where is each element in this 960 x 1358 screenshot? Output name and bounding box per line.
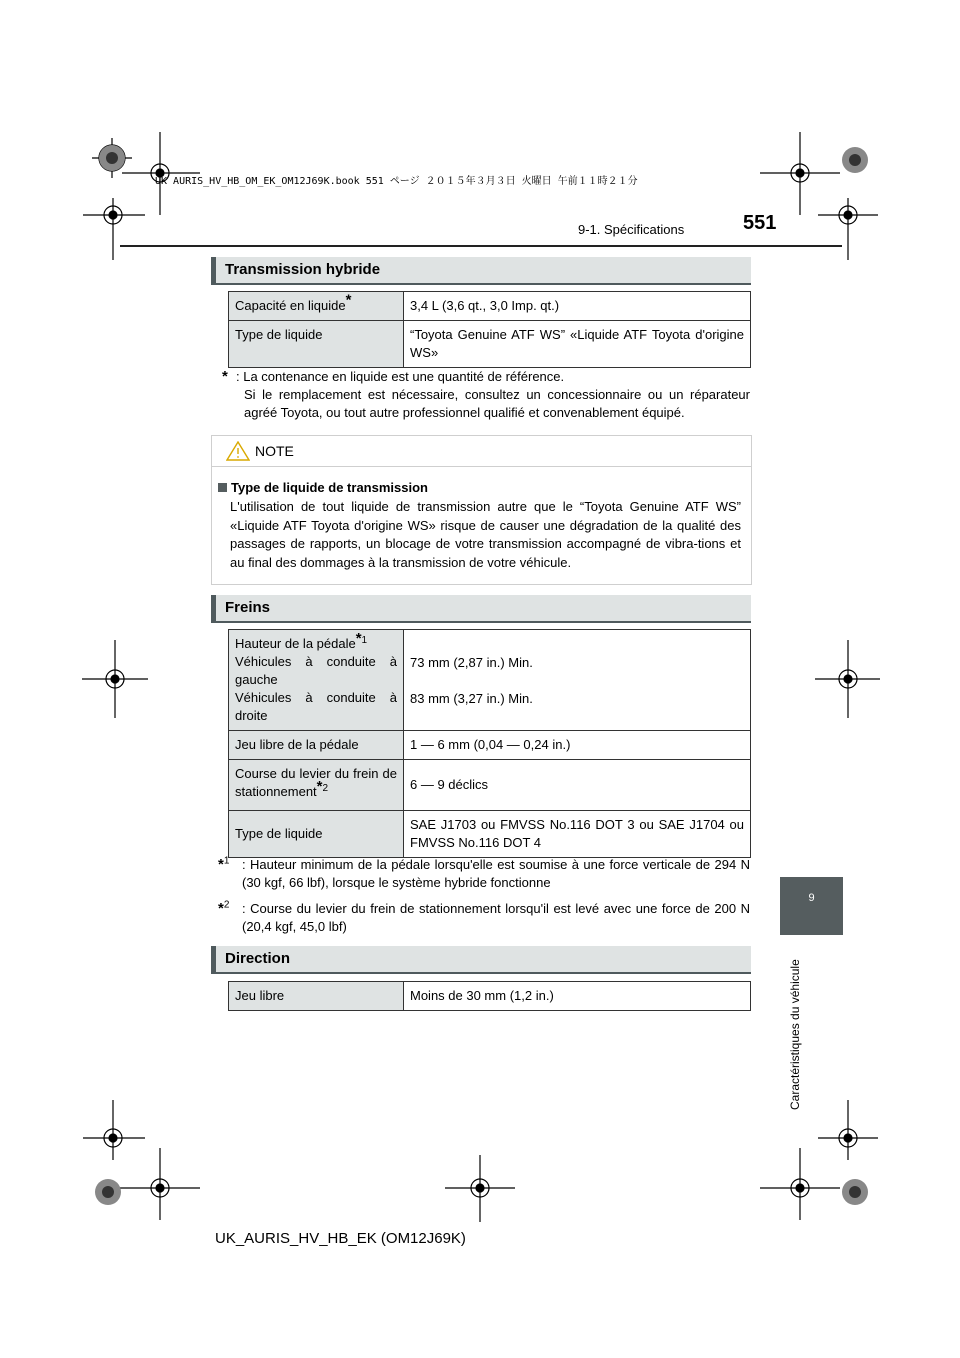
brakes-table — [228, 629, 751, 858]
table-row — [229, 630, 751, 731]
page-number: 551 — [743, 212, 777, 234]
note-header — [212, 436, 751, 467]
table-row — [229, 292, 751, 321]
registration-mark — [760, 132, 840, 215]
header-rule — [120, 245, 842, 247]
starburst-mark — [95, 1179, 121, 1205]
starburst-mark — [99, 145, 125, 171]
note-label: NOTE — [255, 443, 294, 459]
note-text: L'utilisation de tout liquide de transmission autre que le “Toyota Genuine ATF WS” «Liquide ATF Toyota d'origine WS» risque de causer une dégradation de la qualité des passages de rapports, un blocage de votre transmission accompagné de vibra-tions et au final des dommages à la transmission de votre véhicule. — [230, 499, 741, 570]
starburst-mark — [842, 147, 868, 173]
spec-key: Jeu libre — [229, 982, 404, 1011]
registration-mark — [120, 1148, 200, 1220]
print-info-line: UK AURIS_HV_HB_OM_EK_OM12J69K.book 551 ページ ２０１５年３月３日 火曜日 午前１１時２１分 — [155, 176, 638, 187]
chapter-title-vertical — [776, 942, 816, 1110]
section-reference: 9-1. Spécifications — [578, 222, 685, 237]
registration-mark — [760, 1148, 840, 1220]
registration-mark — [815, 640, 880, 718]
chapter-title: Caractéristiques du véhicule — [788, 959, 802, 1110]
spec-key: Course du levier du frein de stationnement$^{*2}$ — [229, 760, 404, 811]
spec-value: 73 mm (2,87 in.) Min. 83 mm (3,27 in.) Min. — [404, 630, 751, 731]
chapter-number: 9 — [808, 892, 815, 904]
registration-mark — [83, 198, 145, 260]
section-heading-steering: Direction — [211, 946, 751, 972]
note-box — [211, 435, 752, 585]
table-row — [229, 982, 751, 1011]
spec-key: Hauteur de la pédale$^{*1}$ Véhicules à conduite à gauche Véhicules à conduite à droite — [229, 630, 404, 731]
spec-value: “Toyota Genuine ATF WS” «Liquide ATF Toyota d'origine WS» — [404, 321, 751, 368]
section-heading-brakes: Freins — [211, 595, 751, 621]
note-subheading: Type de liquide de transmission — [218, 480, 428, 495]
registration-mark — [445, 1155, 515, 1222]
table-row — [229, 321, 751, 368]
spec-value: 6 — 9 déclics — [404, 760, 751, 811]
warning-triangle-icon — [226, 441, 250, 461]
transmission-table — [228, 291, 751, 368]
table-row — [229, 760, 751, 811]
chapter-tab — [780, 877, 843, 935]
steering-table — [228, 981, 751, 1011]
registration-mark — [82, 640, 148, 718]
registration-mark — [818, 198, 878, 260]
starburst-mark — [842, 1179, 868, 1205]
footnote-transmission: * : La contenance en liquide est une quantité de référence. Si le remplacement est nécessaire, consultez un concessionnaire ou un réparateur agréé Toyota, ou tout autre professionnel qualifié et convenablement équipé. — [222, 368, 750, 420]
spec-key: Type de liquide — [229, 811, 404, 858]
spec-value: 1 — 6 mm (0,04 — 0,24 in.) — [404, 731, 751, 760]
spec-key: Capacité en liquide* — [229, 292, 404, 321]
footnote-brakes-2: *$^2$ : Course du levier du frein de stationnement lorsqu'il est levé avec une force de 200 N (20,4 kgf, 45,0 lbf) — [218, 899, 750, 934]
footnote-brakes-1: *$^1$ : Hauteur minimum de la pédale lorsqu'elle est soumise à une force verticale de 294 N (30 kgf, 66 lbf), lorsque le système hybride fonctionne — [218, 855, 750, 890]
spec-value: SAE J1703 ou FMVSS No.116 DOT 3 ou SAE J1704 ou FMVSS No.116 DOT 4 — [404, 811, 751, 858]
document-code-footer: UK_AURIS_HV_HB_EK (OM12J69K) — [215, 1230, 466, 1247]
spec-value: 3,4 L (3,6 qt., 3,0 Imp. qt.) — [404, 292, 751, 321]
table-row — [229, 731, 751, 760]
spec-key: Type de liquide — [229, 321, 404, 368]
footnote-marker: * — [345, 291, 352, 309]
table-row — [229, 811, 751, 858]
spec-value: Moins de 30 mm (1,2 in.) — [404, 982, 751, 1011]
section-heading-transmission: Transmission hybride — [211, 257, 751, 283]
spec-key: Jeu libre de la pédale — [229, 731, 404, 760]
registration-mark — [83, 1100, 145, 1160]
registration-mark — [818, 1100, 878, 1160]
bullet-square-icon — [218, 483, 227, 492]
